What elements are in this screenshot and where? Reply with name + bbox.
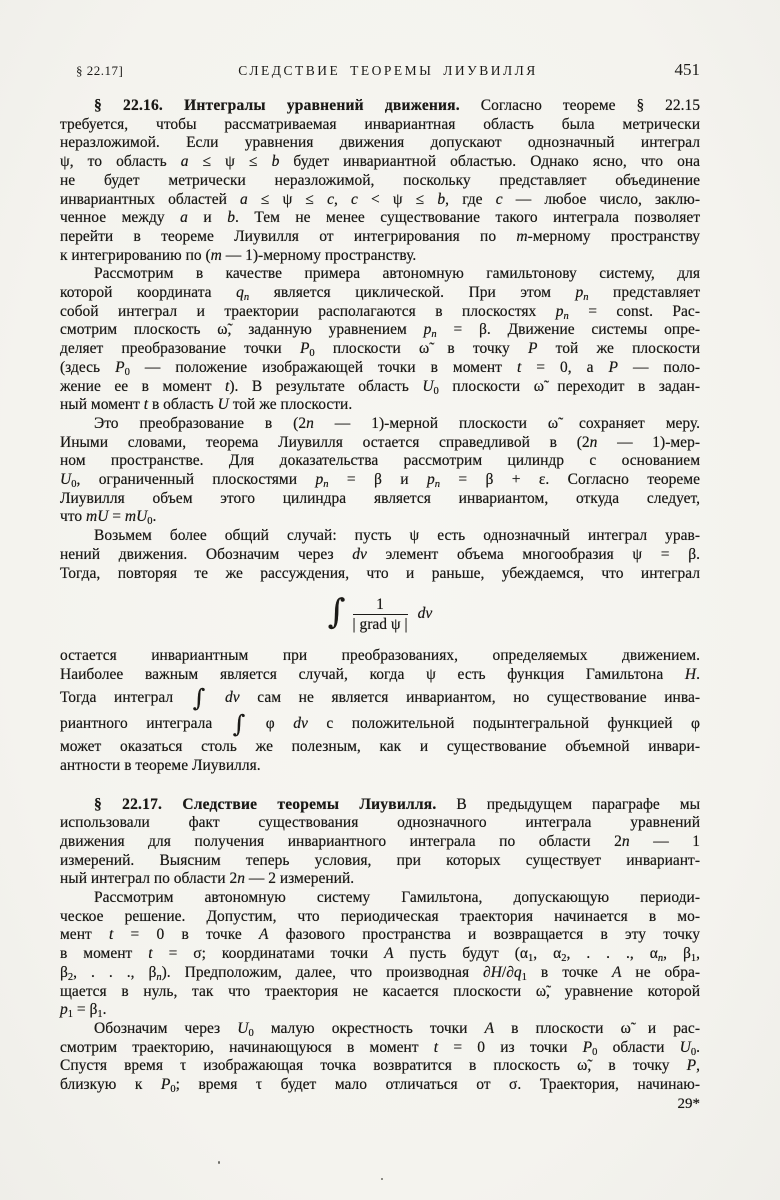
text-line: Рассмотрим в качестве примера автономную гамильтонову систему, для	[94, 265, 700, 283]
para-general-case	[60, 527, 700, 583]
text-line: к интегрированию по (m — 1)-мерному пространству.	[60, 246, 417, 264]
text-line: Наиболее важным является случай, когда ψ есть функция Гамильтона H.	[60, 665, 700, 683]
integral-icon: ∫	[192, 683, 206, 712]
text-line: инвариантных областей a ≤ ψ ≤ c, c < ψ ≤ b, где c — любое число, заклю-	[60, 190, 701, 208]
printer-signature: 29*	[677, 1096, 700, 1112]
text-line: Рассмотрим автономную систему Гамильтона, допускающую периоди-	[94, 889, 700, 907]
para-22-16	[60, 97, 700, 265]
text-line: $U_0$, ограниченный плоскостями $p_n = \beta$ и $p_n = \beta + \varepsilon$. Согласно теореме	[60, 471, 700, 490]
text-line: движения для получения инвариантного интеграла по области 2n — 1	[60, 832, 700, 850]
text-line: Спустя время τ изображающая точка возвратится в плоскость ω̃, в точку P,	[60, 1057, 700, 1075]
header-section-marker: § 22.17]	[76, 63, 124, 78]
page-number: 451	[674, 60, 700, 79]
text-line: остается инвариантным при преобразованиях, определяемых движением.	[60, 647, 700, 665]
text-line: § 22.16. Интегралы уравнений движения. Согласно теореме § 22.15	[94, 97, 700, 114]
text-line: использовали факт существования однозначного интеграла уравнений	[60, 814, 700, 832]
text-line: смотрим плоскость ω̃, заданную уравнением $p_n = \beta$. Движение системы опре-	[60, 321, 700, 341]
text-line: щается в нуль, так что траектория не касается плоскости ω̃, уравнение которой	[60, 982, 700, 1000]
fraction-numerator: 1	[376, 595, 384, 613]
text-line: ческое решение. Допустим, что периодическая траектория начинается в мо-	[60, 907, 700, 925]
para-22-17	[60, 796, 700, 890]
para-measure	[60, 415, 700, 527]
text-line: Обозначим через $U_0$ малую окрестность точки A в плоскости ω̃ и рас-	[94, 1019, 700, 1039]
text-line: мент t = 0 в точке A фазового пространства и возвращается в эту точку	[60, 926, 700, 944]
scan-speck	[218, 1161, 220, 1164]
text-line: ный момент t в область U той же плоскости.	[60, 396, 353, 414]
fraction-denominator: | grad ψ |	[352, 615, 408, 633]
text-line: в момент t = σ; координатами точки A пусть будут ($\alpha_1$, $\alpha_2$, . . ., $\alpha_n$, $\beta_1$,	[60, 945, 700, 965]
text-line: неразложимой. Если уравнения движения допускают однозначный интеграл	[60, 134, 700, 152]
fraction	[353, 596, 408, 633]
para-neighborhood	[60, 1020, 700, 1095]
text-line: Лиувилля объем этого цилиндра является инвариантом, откуда следует,	[60, 489, 700, 507]
para-example	[60, 265, 700, 415]
text-line: жение ее в момент t). В результате область $U_0$ плоскости ω̃ переходит в задан-	[60, 377, 701, 397]
text-line: Тогда интеграл ∫ dv сам не является инвариантом, но существование инва-	[60, 683, 701, 712]
scan-speck	[381, 1178, 383, 1180]
text-line: перейти в теореме Лиувилля от интегрирования по m-мерному пространству	[60, 227, 700, 245]
page-body	[60, 97, 700, 1095]
running-title: СЛЕДСТВИЕ ТЕОРЕМЫ ЛИУВИЛЛЯ	[238, 63, 538, 78]
text-line: Возьмем более общий случай: пусть ψ есть однозначный интеграл урав-	[94, 527, 700, 545]
text-line: (здесь $P_0$ — положение изображающей точки в момент t = 0, а P — поло-	[60, 358, 701, 378]
text-line: что mU = $mU_0$.	[60, 508, 157, 528]
text-line: $\beta_2$, . . ., $\beta_n$). Предположим, далее, что производная $\partial H/\partial q_1$ в точке A не обра-	[60, 963, 700, 983]
text-line: ном пространстве. Для доказательства рассмотрим цилиндр с основанием	[60, 452, 700, 470]
text-line: требуется, чтобы рассматриваемая инвариантная область была метрически	[60, 115, 700, 133]
integral-icon: ∫	[232, 710, 246, 739]
para-after-formula	[60, 647, 700, 775]
text-line: не будет метрически неразложимой, поскольку представляет объединение	[60, 171, 700, 189]
text-line: может оказаться столь же полезным, как и существование объемной инвари-	[60, 738, 700, 756]
text-line: смотрим траекторию, начинающуюся в момент t = 0 из точки $P_0$ области $U_0$.	[60, 1038, 700, 1058]
text-line: ченное между a и b. Тем не менее существование такого интеграла позволяет	[60, 209, 701, 227]
text-line: измерений. Выясним теперь условия, при которых существует инвариант-	[60, 851, 700, 869]
text-line: ный интеграл по области 2n — 2 измерений.	[60, 870, 355, 888]
text-line: которой координата $q_n$ является циклической. При этом $p_n$ представляет	[60, 284, 700, 303]
text-line: § 22.17. Следствие теоремы Лиувилля. В предыдущем параграфе мы	[94, 795, 700, 813]
text-line: Иными словами, теорема Лиувилля остается справедливой в (2n — 1)-мер-	[60, 433, 700, 451]
formula-suffix: dv	[417, 604, 433, 622]
text-line: Это преобразование в (2n — 1)-мерной плоскости ω̃ сохраняет меру.	[94, 414, 701, 432]
text-line: Тогда, повторяя те же рассуждения, что и раньше, убеждаемся, что интеграл	[60, 564, 700, 582]
text-line: нений движения. Обозначим через dv элемент объема многообразия ψ = β.	[60, 545, 700, 563]
gradient-integral-formula: ∫ $\frac{1}{\text{| grad ψ |}}$ dv	[327, 592, 433, 633]
text-line: $p_1 = \beta_1$.	[60, 1001, 107, 1021]
text-line: ψ, то область a ≤ ψ ≤ b будет инвариантной областью. Однако ясно, что она	[60, 153, 700, 171]
text-line: риантного интеграла ∫ φ dv с положительной подынтегральной функцией φ	[60, 710, 700, 739]
para-periodic	[60, 889, 700, 1020]
text-line: антности в теореме Лиувилля.	[60, 756, 261, 774]
running-header	[60, 60, 700, 80]
text-line: близкую к $P_0$; время τ будет мало отличаться от σ. Траектория, начинаю-	[60, 1076, 700, 1095]
text-line: деляет преобразование точки $P_0$ плоскости ω̃ в точку P той же плоскости	[60, 340, 701, 360]
text-line: собой интеграл и траектории располагаются в плоскостях $p_n$ = const. Рас-	[60, 302, 700, 322]
